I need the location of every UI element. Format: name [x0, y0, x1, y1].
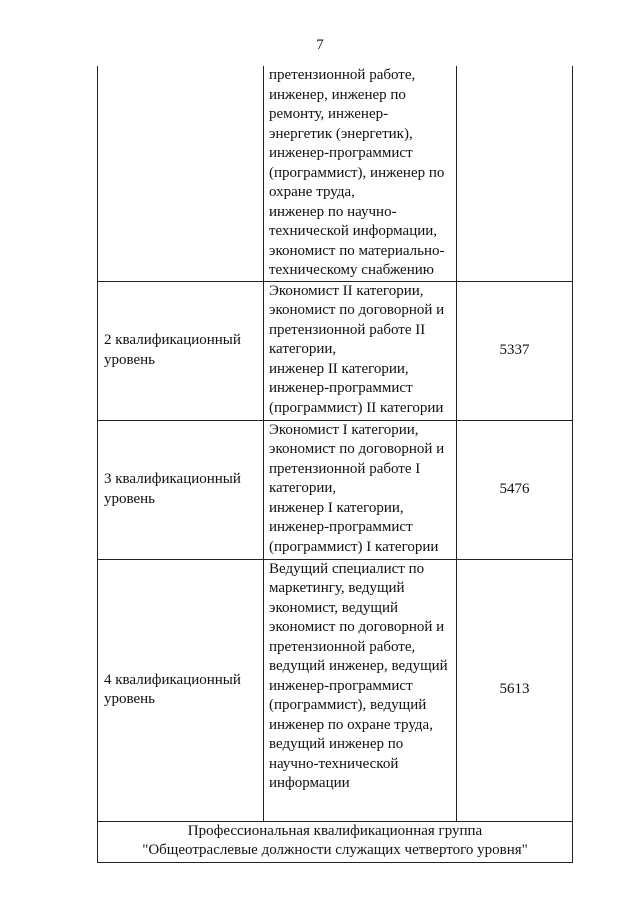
position-line: экономист по материально-: [269, 242, 445, 259]
position-line: инженер-программист: [269, 380, 413, 396]
salary-cell: 5476: [457, 420, 573, 559]
position-line: (программист) II категории: [269, 399, 444, 416]
position-line: информации: [269, 775, 350, 791]
position-line: инженер-программист: [269, 519, 413, 535]
position-line: инженер-программист: [269, 677, 413, 694]
position-line: маркетингу, ведущий: [269, 580, 405, 596]
position-line: категории,: [269, 341, 337, 357]
position-line: (программист) I категории: [269, 538, 439, 555]
position-line: инженер по охране труда,: [269, 716, 433, 733]
position-line: экономист по договорной и: [269, 619, 445, 635]
group-heading: [98, 821, 573, 862]
position-line: претензионной работе,: [269, 67, 416, 83]
position-line: инженер-программист: [269, 145, 413, 161]
table-row: [98, 420, 573, 559]
position-line: (программист), ведущий: [269, 697, 427, 713]
position-line: экономист, ведущий: [269, 599, 399, 616]
position-line: технической информации,: [269, 223, 438, 239]
positions-cell: [264, 559, 457, 821]
salary-cell: [457, 66, 573, 281]
salary-table: [97, 66, 573, 863]
position-line: ведущий инженер по: [269, 736, 404, 752]
positions-cell: [264, 66, 457, 281]
position-line: экономист по договорной и: [269, 441, 445, 457]
position-line: научно-технической: [269, 755, 399, 772]
group-heading-line: "Общеотраслевые должности служащих четвертого уровня": [142, 841, 528, 858]
level-cell: 2 квалификационный уровень: [98, 281, 264, 420]
position-line: Экономист II категории,: [269, 282, 424, 299]
position-line: (программист), инженер по: [269, 164, 445, 181]
position-line: охране труда,: [269, 184, 355, 200]
level-cell: [98, 66, 264, 281]
position-line: энергетик (энергетик),: [269, 125, 413, 142]
position-line: Ведущий специалист по: [269, 560, 425, 577]
position-line: претензионной работе I: [269, 460, 421, 477]
salary-cell: 5337: [457, 281, 573, 420]
page-number: 7: [316, 37, 324, 53]
table-row: [98, 281, 573, 420]
group-heading-line: Профессиональная квалификационная группа: [187, 822, 483, 839]
positions-cell: [264, 420, 457, 559]
position-line: экономист по договорной и: [269, 302, 445, 318]
position-line: техническому снабжению: [269, 262, 434, 278]
position-line: инженер I категории,: [269, 499, 404, 516]
level-cell: 4 квалификационный уровень: [98, 559, 264, 821]
position-line: претензионной работе II: [269, 321, 426, 338]
position-line: инженер, инженер по: [269, 86, 406, 103]
level-cell: 3 квалификационный уровень: [98, 420, 264, 559]
positions-cell: [264, 281, 457, 420]
group-heading-row: [98, 821, 573, 862]
table-row: [98, 66, 573, 281]
position-line: претензионной работе,: [269, 638, 416, 655]
salary-cell: 5613: [457, 559, 573, 821]
position-line: Экономист I категории,: [269, 421, 419, 438]
table-row: [98, 559, 573, 821]
position-line: ведущий инженер, ведущий: [269, 658, 448, 674]
position-line: ремонту, инженер-: [269, 106, 389, 122]
position-line: инженер II категории,: [269, 360, 409, 377]
position-line: категории,: [269, 480, 337, 496]
position-line: инженер по научно-: [269, 203, 397, 220]
